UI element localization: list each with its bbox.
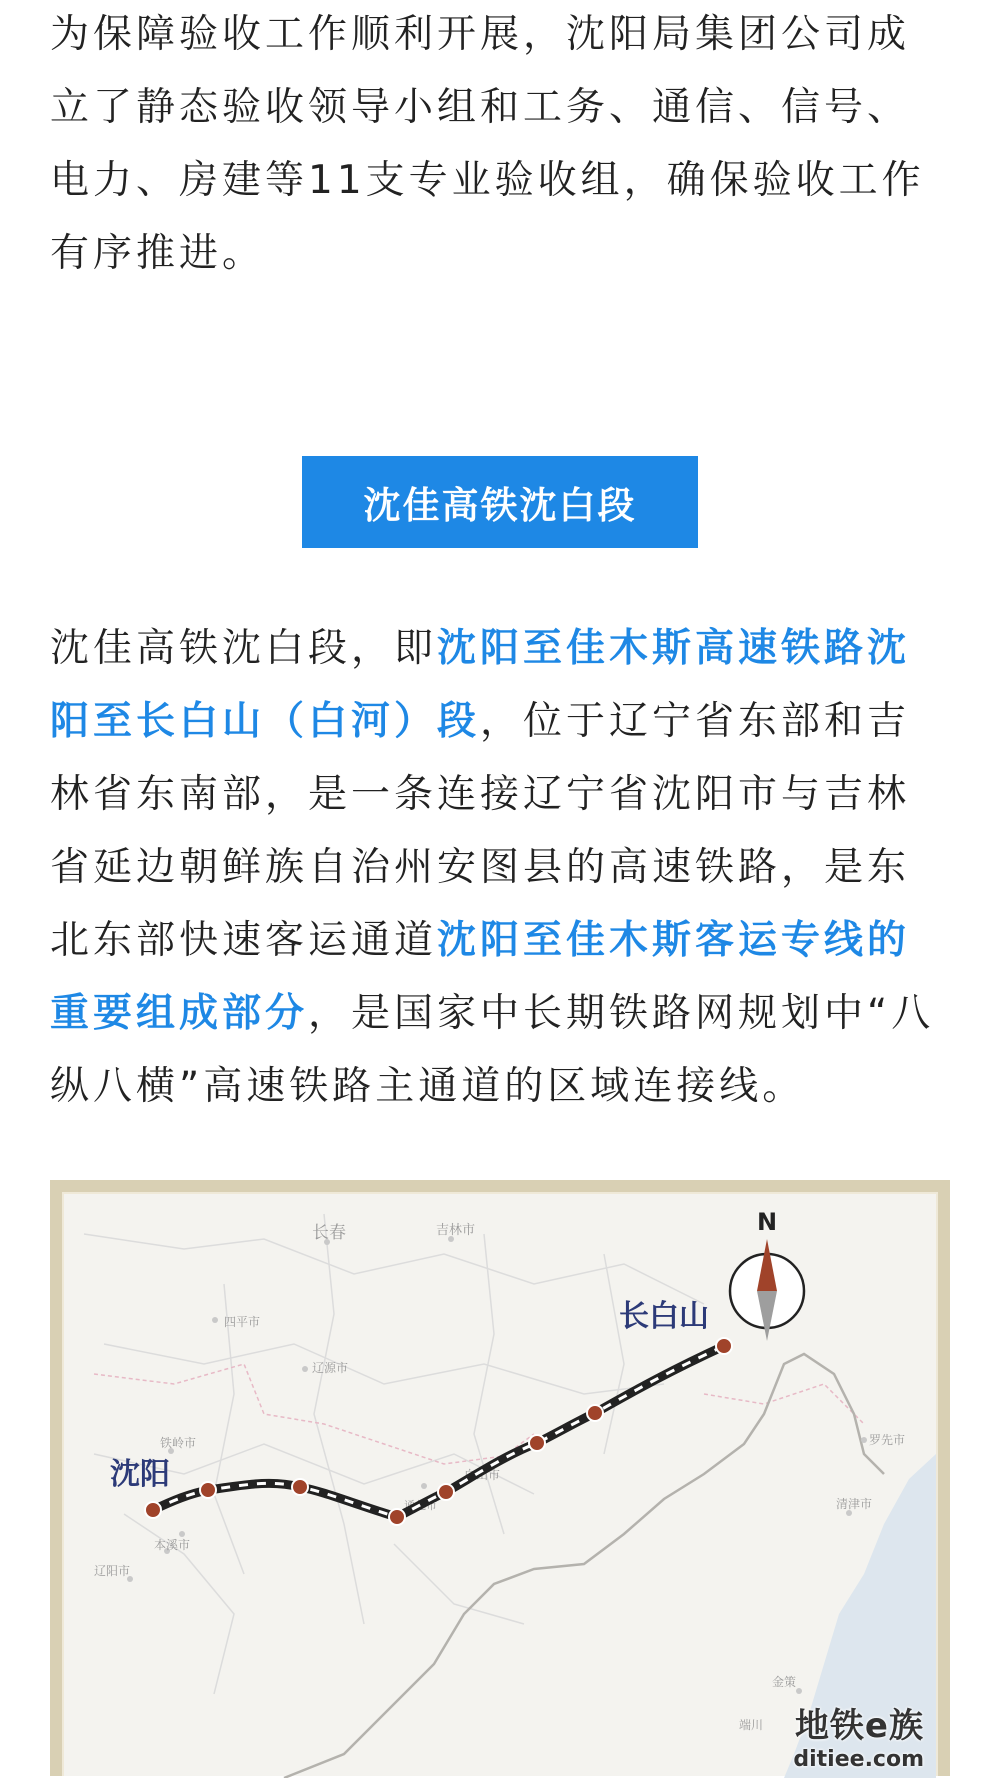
description-text-2: ，位于辽宁省东部和吉林省东南部，是一条连接辽宁省沈阳市与吉林省延边朝鲜族自治州安图县的高速铁路，是东北东部快速客运通道 xyxy=(50,699,911,963)
description-text-3: ，是国家中长期铁路网规划中“八纵八横”高速铁路主通道的区域连接线。 xyxy=(50,991,935,1109)
station-changbaishan xyxy=(716,1338,732,1354)
city-label-luoxian: 罗先市 xyxy=(869,1433,906,1447)
map-start-label: 沈阳 xyxy=(110,1457,170,1492)
intro-paragraph xyxy=(50,0,950,290)
section-title: 沈佳高铁沈白段 xyxy=(363,484,637,527)
description-text-1: 沈佳高铁沈白段，即 xyxy=(50,626,438,671)
stations xyxy=(145,1338,732,1525)
city-label-liaoyuan: 辽源市 xyxy=(312,1361,349,1375)
compass-north-label: N xyxy=(756,1208,778,1236)
station xyxy=(292,1479,308,1495)
city-label-siping: 四平市 xyxy=(224,1315,261,1329)
station-shenyang xyxy=(145,1502,161,1518)
city-label-changchun: 长春 xyxy=(312,1223,346,1243)
intro-text: 为保障验收工作顺利开展，沈阳局集团公司成立了静态验收领导小组和工务、通信、信号、电力、房建等11支专业验收组，确保验收工作有序推进。 xyxy=(50,12,925,276)
city-label-qingjin: 清津市 xyxy=(836,1497,873,1511)
description-paragraph xyxy=(50,612,950,1123)
city-label-baishan: 白山市 xyxy=(464,1468,501,1482)
compass-icon xyxy=(730,1208,804,1341)
city-label-jilin: 吉林市 xyxy=(436,1223,476,1238)
route-map-svg xyxy=(64,1194,936,1778)
city-label-tonghua: 通化市 xyxy=(404,1499,437,1512)
city-label-tieling: 铁岭市 xyxy=(160,1436,197,1450)
city-label-duanchuan: 端川 xyxy=(739,1718,764,1732)
route-map xyxy=(50,1180,950,1776)
station xyxy=(529,1435,545,1451)
watermark-url: ditiee.com xyxy=(793,1747,924,1772)
city-label-jince: 金策 xyxy=(772,1675,797,1689)
watermark xyxy=(793,1698,924,1772)
city-label-liaoyang: 辽阳市 xyxy=(94,1564,131,1578)
station xyxy=(438,1484,454,1500)
station xyxy=(587,1405,603,1421)
watermark-logo-text: 地铁e族 xyxy=(794,1706,924,1746)
description-highlight-2: 沈阳至佳木斯客运专线的重要组成部分 xyxy=(50,918,911,1036)
route-map-canvas xyxy=(62,1192,938,1776)
station xyxy=(389,1509,405,1525)
station xyxy=(200,1482,216,1498)
district-boundaries xyxy=(84,1214,704,1694)
description-highlight-1: 沈阳至佳木斯高速铁路沈阳至长白山（白河）段 xyxy=(50,626,911,744)
section-title-banner xyxy=(302,456,698,548)
city-label-benxi: 本溪市 xyxy=(154,1538,191,1552)
map-end-label: 长白山 xyxy=(619,1299,709,1334)
